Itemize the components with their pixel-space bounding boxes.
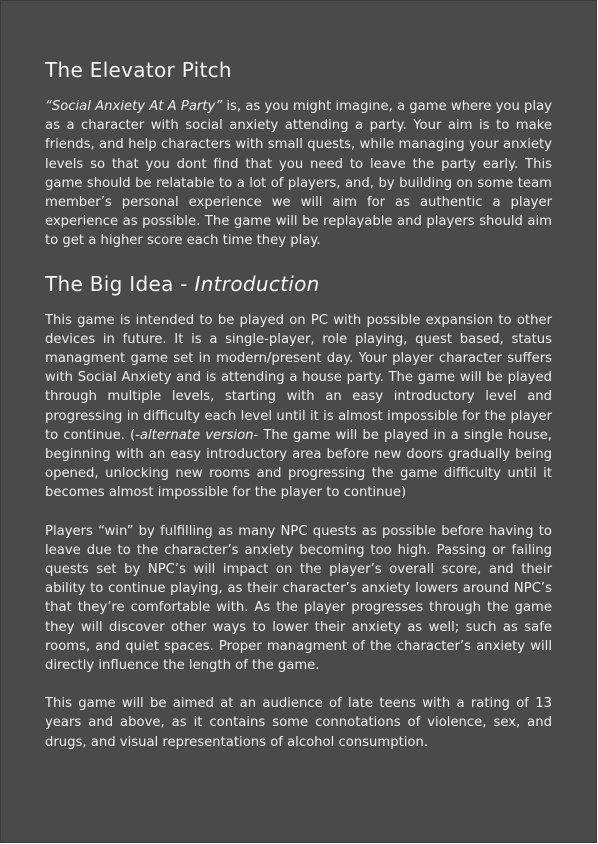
intro-paragraph-1 <box>45 311 552 503</box>
heading-introduction-italic: Introduction <box>194 271 320 296</box>
pitch-paragraph <box>45 97 552 251</box>
intro-paragraph-3: This game will be aimed at an audience of late teens with a rating of 13 years and above, as it contains some connotations of violence, sex, and drugs, and visual representations of alcohol consumption. <box>45 696 552 750</box>
intro-p1-before: This game is intended to be played on PC with possible expansion to other devices in future. It is a single-player, role playing, quest based, status managment game set in modern/present day. Your player character suffers with Social Anxiety and is attending a house party. The game will be played through multiple levels, starting with an easy introductory level and progressing in difficulty each level until it is almost impossible for the player to continue. (- <box>45 312 552 443</box>
pitch-body: is, as you might imagine, a game where you play as a character with social anxiety attending a party. Your aim is to make friends, and help characters with small quests, while managing your anxiety levels so that you dont find that you need to leave the party early. This game should be relatable to a lot of players, and, by building on some team member’s personal experience we will aim for as authentic a player experience as possible. The game will be replayable and players should aim to get a higher score each time they play. <box>45 99 552 249</box>
heading-big-idea-main: The Big Idea - <box>45 271 195 296</box>
heading-elevator-pitch: The Elevator Pitch <box>45 58 232 82</box>
intro-p1-after: - The game will be played in a single house, beginning with an easy introductory area before new doors gradually being opened, unlocking new rooms and progressing the game difficulty until it becomes almost impossible for the player to continue) <box>45 427 552 501</box>
game-title-italic: “Social Anxiety At A Party” <box>45 99 223 114</box>
heading-big-idea <box>45 271 552 297</box>
alternate-version-italic: alternate version <box>139 427 254 443</box>
intro-paragraph-2: Players “win” by fulfilling as many NPC quests as possible before having to leave due to the character’s anxiety becoming too high. Passing or failing quests set by NPC’s will impact on the player’s overall score, and their ability to continue playing, as their character’s anxiety lowers around NPC’s that they’re comfortable with. As the player progresses through the game they will discover other ways to lower their anxiety as well; such as safe rooms, and quiet spaces. Proper managment of the character’s anxiety will directly influence the length of the game. <box>45 523 552 674</box>
